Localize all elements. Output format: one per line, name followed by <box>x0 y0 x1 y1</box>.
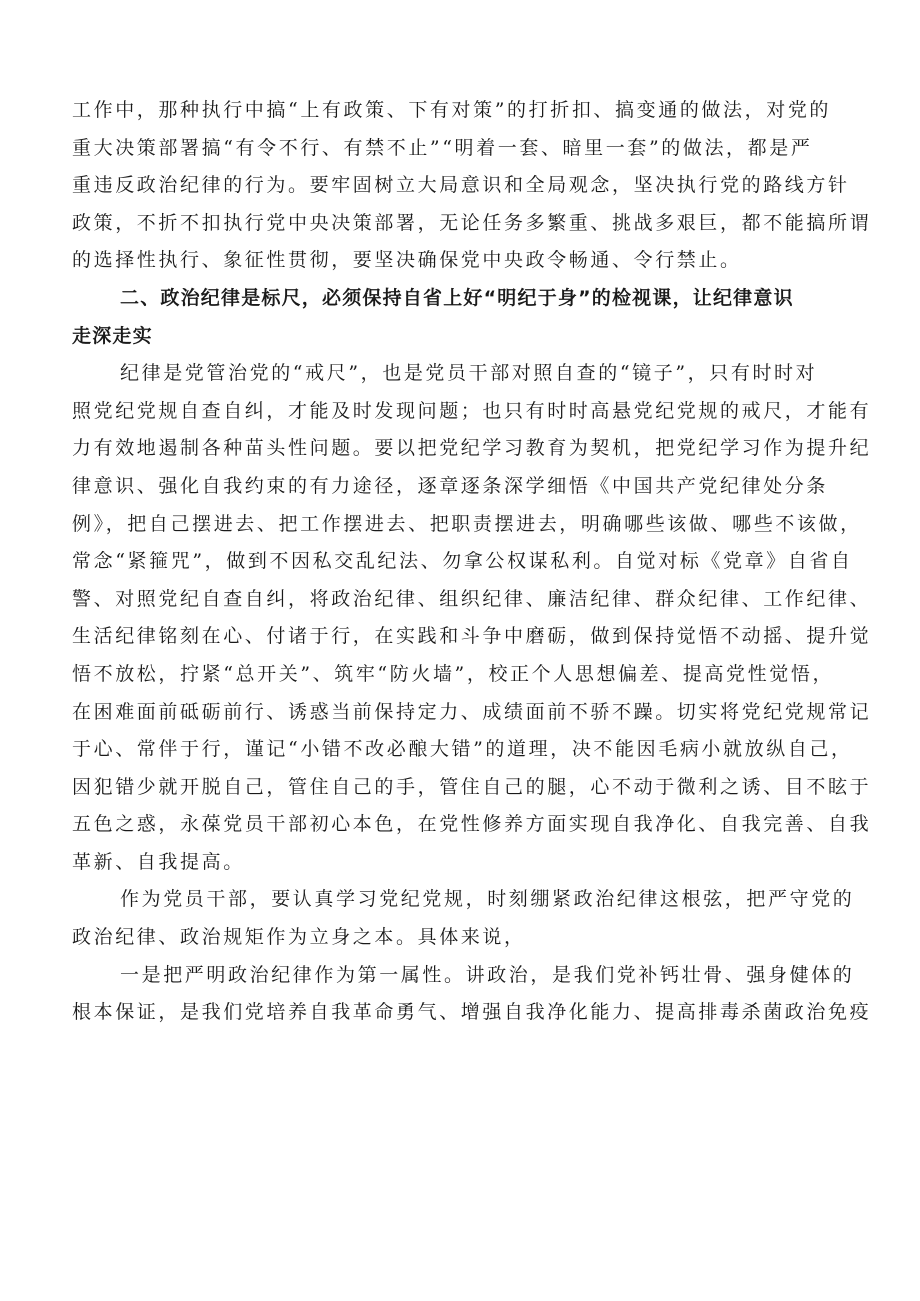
text-line: 根本保证，是我们党培养自我革命勇气、增强自我净化能力、提高排毒杀菌政治免疫 <box>72 1001 872 1024</box>
text-line: 因犯错少就开脱自己，管住自己的手，管住自己的腿，心不动于微利之诱、目不眩于 <box>72 775 872 798</box>
text-line: 生活纪律铭刻在心、付诸于行，在实践和斗争中磨砺，做到保持觉悟不动摇、提升觉 <box>72 625 872 648</box>
text-line: 革新、自我提高。 <box>72 850 245 873</box>
paragraph-first-attribute <box>72 957 872 1032</box>
text-line: 政策，不折不扣执行党中央决策部署，无论任务多繁重、挑战多艰巨，都不能搞所谓 <box>72 211 872 234</box>
text-line: 工作中，那种执行中搞“上有政策、下有对策”的打折扣、搞变通的做法，对党的 <box>72 99 832 121</box>
text-line: 政治纪律、政治规矩作为立身之本。具体来说， <box>72 926 526 949</box>
text-line: 一是把严明政治纪律作为第一属性。讲政治，是我们党补钙壮骨、强身健体的 <box>120 963 855 986</box>
section-heading <box>72 280 862 355</box>
heading-line: 二、政治纪律是标尺，必须保持自省上好“明纪于身”的检视课，让纪律意识 <box>120 286 794 309</box>
text-line: 悟不放松，拧紧“总开关”、筑牢“防火墙”，校正个人思想偏差、提高党性觉悟， <box>72 662 835 685</box>
text-line: 照党纪党规自查自纠，才能及时发现问题；也只有时时高悬党纪党规的戒尺，才能有 <box>72 399 872 422</box>
paragraph-continuation <box>72 92 872 280</box>
text-line: 律意识、强化自我约束的有力途径，逐章逐条深学细悟《中国共产党纪律处分条 <box>72 474 829 497</box>
text-line: 作为党员干部，要认真学习党纪党规，时刻绷紧政治纪律这根弦，把严守党的 <box>120 888 855 911</box>
text-line: 常念“紧箍咒”，做到不因私交乱纪法、勿拿公权谋私利。自觉对标《党章》自省自 <box>72 550 853 573</box>
text-line: 的选择性执行、象征性贯彻，要坚决确保党中央政令畅通、令行禁止。 <box>72 249 742 272</box>
text-line: 在困难面前砥砺前行、诱惑当前保持定力、成绩面前不骄不躁。切实将党纪党规常记 <box>72 700 872 723</box>
heading-line: 走深走实 <box>72 324 153 347</box>
text-line: 例》，把自己摆进去、把工作摆进去、把职责摆进去，明确哪些该做、哪些不该做， <box>72 512 862 535</box>
text-line: 重大决策部署搞“有令不行、有禁不止”“明着一套、暗里一套”的做法，都是严 <box>72 136 813 159</box>
text-line: 纪律是党管治党的“戒尺”，也是党员干部对照自查的“镜子”，只有时时对 <box>120 362 818 385</box>
text-line: 重违反政治纪律的行为。要牢固树立大局意识和全局观念，坚决执行党的路线方针 <box>72 174 850 197</box>
document-page <box>72 92 872 1032</box>
text-line: 于心、常伴于行，谨记“小错不改必酿大错”的道理，决不能因毛病小就放纵自己， <box>72 738 853 761</box>
paragraph-discipline-ruler <box>72 355 872 881</box>
text-line: 力有效地遏制各种苗头性问题。要以把党纪学习教育为契机，把党纪学习作为提升纪 <box>72 437 872 460</box>
text-line: 五色之惑，永葆党员干部初心本色，在党性修养方面实现自我净化、自我完善、自我 <box>72 813 872 836</box>
paragraph-party-cadre <box>72 881 862 956</box>
text-line: 警、对照党纪自查自纠，将政治纪律、组织纪律、廉洁纪律、群众纪律、工作纪律、 <box>72 587 872 610</box>
